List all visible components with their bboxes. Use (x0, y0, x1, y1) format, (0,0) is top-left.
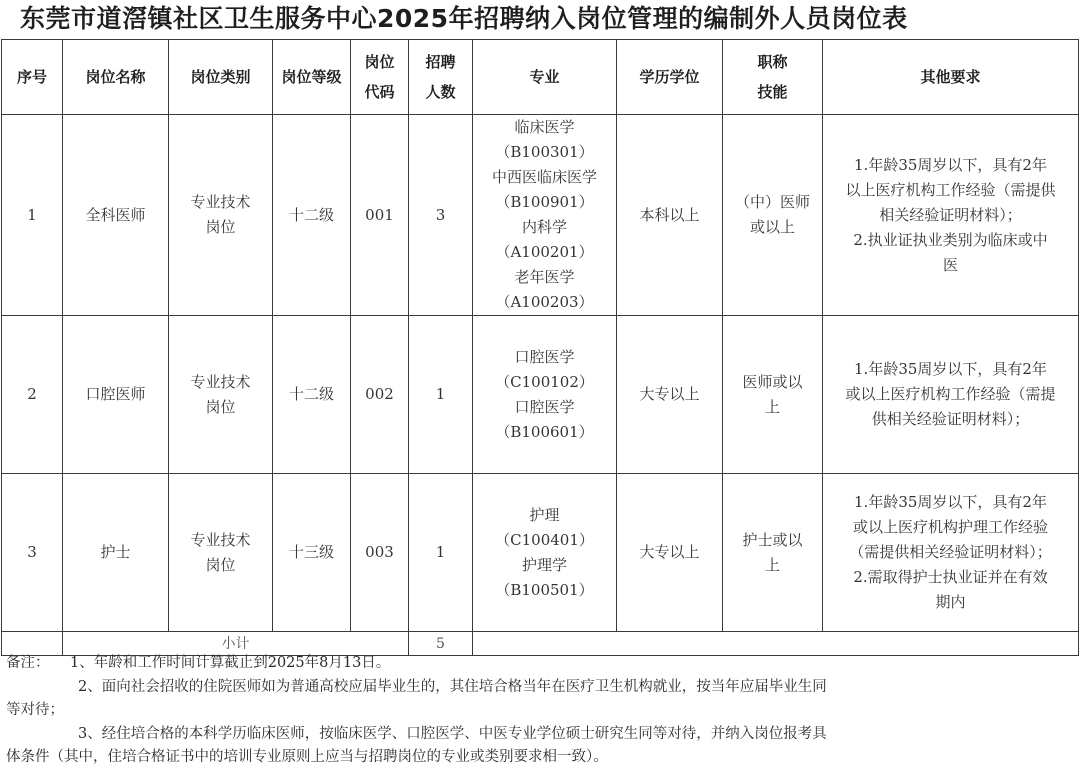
header-code-line2: 代码 (364, 83, 395, 101)
major-line: 口腔医学 (514, 347, 575, 366)
cell-name: 护士 (63, 474, 169, 632)
cell-seq: 1 (2, 115, 63, 316)
cell-count: 1 (409, 316, 473, 474)
cell-title (723, 474, 823, 632)
header-count-line1: 招聘 (425, 53, 456, 71)
requirement-line: 期内 (935, 593, 966, 611)
table-row (2, 115, 1079, 316)
cell-category (169, 474, 273, 632)
major-line: （A100201） (495, 243, 594, 261)
cell-education: 本科以上 (617, 115, 723, 316)
page-title: 东莞市道滘镇社区卫生服务中心2025年招聘纳入岗位管理的编制外人员岗位表 (20, 4, 908, 33)
requirement-line: 1.年龄35周岁以下，具有2年 (854, 493, 1047, 511)
cell-category-line1: 专业技术 (190, 193, 251, 211)
table-row (2, 316, 1079, 474)
header-grade: 岗位等级 (273, 40, 351, 115)
header-row (2, 40, 1079, 115)
requirement-line: 或以上医疗机构护理工作经验 (852, 518, 1048, 536)
major-line: 临床医学 (514, 118, 575, 136)
major-line: 内科学 (521, 218, 567, 236)
note-2b: 等对待； (6, 702, 64, 718)
major-line: 口腔医学 (514, 397, 575, 416)
cell-category (169, 115, 273, 316)
cell-count: 1 (409, 474, 473, 632)
note-3b: 体条件（其中，住培合格证书中的培训专业原则上应当与招聘岗位的专业或类别要求相一致）。 (6, 749, 608, 765)
cell-category-line1: 专业技术 (190, 530, 251, 549)
subtotal-label: 小计 (63, 632, 409, 656)
cell-name: 全科医师 (63, 115, 169, 316)
cell-title-line1: 护士或以 (742, 530, 803, 549)
cell-category-line2: 岗位 (205, 218, 236, 236)
cell-title (723, 316, 823, 474)
header-code-line1: 岗位 (364, 53, 395, 71)
cell-title-line2: 上 (764, 555, 780, 574)
header-education: 学历学位 (617, 40, 723, 115)
requirement-line: 或以上医疗机构工作经验（需提 (845, 385, 1056, 403)
cell-code: 001 (351, 115, 409, 316)
note-3a: 3、经住培合格的本科学历临床医师，按临床医学、口腔医学、中医专业学位硕士研究生同等对待，并纳入岗位报考具 (78, 725, 827, 742)
major-line: 中西医临床医学 (491, 168, 597, 186)
requirement-line: 2.执业证执业类别为临床或中 (853, 230, 1048, 249)
major-line: 护理学 (521, 555, 567, 574)
cell-title-line2: 或以上 (749, 218, 795, 236)
requirement-line: 1.年龄35周岁以下，具有2年 (854, 360, 1047, 378)
header-code (351, 40, 409, 115)
cell-title-line1: 医师或以 (742, 372, 803, 391)
requirement-line: （需提供相关经验证明材料）； (849, 543, 1052, 561)
major-line: （C100102） (495, 372, 594, 391)
header-count (409, 40, 473, 115)
major-line: （B100501） (495, 580, 594, 599)
major-line: （B100601） (495, 422, 594, 441)
cell-category-line1: 专业技术 (190, 372, 251, 391)
cell-grade: 十三级 (273, 474, 351, 632)
positions-table (1, 39, 1079, 656)
cell-requirements (823, 316, 1079, 474)
requirement-line: 相关经验证明材料）； (879, 205, 1022, 224)
header-other: 其他要求 (823, 40, 1079, 115)
cell-major (473, 115, 617, 316)
major-line: 护理 (529, 505, 560, 524)
header-title-line2: 技能 (757, 83, 788, 101)
major-line: （B100901） (495, 193, 594, 211)
cell-name: 口腔医师 (63, 316, 169, 474)
cell-major (473, 474, 617, 632)
header-count-line2: 人数 (425, 83, 456, 101)
major-line: （B100301） (495, 143, 594, 161)
header-seq: 序号 (2, 40, 63, 115)
header-name: 岗位名称 (63, 40, 169, 115)
cell-category-line2: 岗位 (205, 555, 236, 574)
cell-seq: 2 (2, 316, 63, 474)
note-2a: 2、面向社会招收的住院医师如为普通高校应届毕业生的，其住培合格当年在医疗卫生机构就业，按当年应届毕业生同 (78, 678, 827, 695)
cell-title-line1: （中）医师 (734, 193, 810, 211)
header-title-line1: 职称 (757, 53, 788, 71)
header-major: 专业 (473, 40, 617, 115)
requirement-line: 1.年龄35周岁以下，具有2年 (854, 155, 1047, 174)
cell-count: 3 (409, 115, 473, 316)
cell-category (169, 316, 273, 474)
subtotal-count: 5 (409, 632, 473, 656)
header-title (723, 40, 823, 115)
cell-category-line2: 岗位 (205, 397, 236, 416)
notes (6, 652, 1066, 770)
cell-major (473, 316, 617, 474)
cell-seq: 3 (2, 474, 63, 632)
cell-code: 003 (351, 474, 409, 632)
cell-title (723, 115, 823, 316)
note-1 (6, 652, 1066, 676)
cell-grade: 十二级 (273, 316, 351, 474)
cell-code: 002 (351, 316, 409, 474)
cell-education: 大专以上 (617, 316, 723, 474)
cell-requirements (823, 115, 1079, 316)
cell-requirements (823, 474, 1079, 632)
cell-education: 大专以上 (617, 474, 723, 632)
note-1-text: 1、年龄和工作时间计算截止到2025年8月13日。 (70, 655, 391, 671)
major-line: 老年医学 (514, 268, 575, 286)
major-line: （A100203） (495, 293, 594, 311)
major-line: （C100401） (495, 530, 594, 549)
requirement-line: 以上医疗机构工作经验（需提供 (845, 180, 1056, 199)
notes-label: 备注： (6, 655, 50, 671)
header-category: 岗位类别 (169, 40, 273, 115)
cell-title-line2: 上 (764, 397, 780, 416)
requirement-line: 2.需取得护士执业证并在有效 (853, 568, 1048, 586)
cell-grade: 十二级 (273, 115, 351, 316)
requirement-line: 供相关经验证明材料）； (871, 410, 1030, 428)
table-row (2, 474, 1079, 632)
requirement-line: 医 (942, 255, 958, 274)
